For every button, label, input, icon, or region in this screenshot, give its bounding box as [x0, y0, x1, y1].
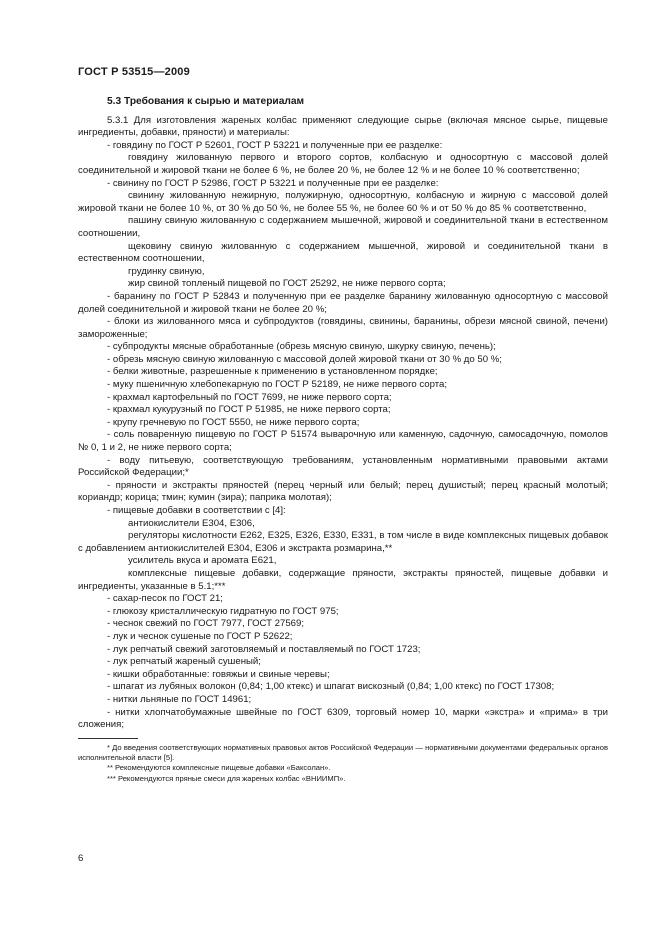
- paragraph: грудинку свиную,: [128, 265, 205, 277]
- paragraph: щековину свиную жилованную с содержанием мышечной, жировой и соединительной ткани в естественном соотношении,: [78, 240, 608, 265]
- paragraph: - баранину по ГОСТ Р 52843 и полученную при ее разделке баранину жилованную односортную с массовой долей соединительной и жировой ткани не более 20 %;: [78, 290, 608, 315]
- paragraph: - нитки льняные по ГОСТ 14961;: [107, 693, 252, 705]
- footnote-divider: [78, 738, 138, 739]
- paragraph: - сахар-песок по ГОСТ 21;: [107, 593, 223, 605]
- paragraph: - говядину по ГОСТ Р 52601, ГОСТ Р 53221 и полученные при ее разделке:: [107, 139, 443, 151]
- paragraph: - лук репчатый жареный сушеный;: [107, 656, 261, 668]
- paragraph: - лук репчатый свежий заготовляемый и поставляемый по ГОСТ 1723;: [107, 643, 421, 655]
- paragraph: - свинину по ГОСТ Р 52986, ГОСТ Р 53221 и полученные при ее разделке:: [107, 177, 439, 189]
- document-header: ГОСТ Р 53515—2009: [78, 66, 190, 78]
- paragraph: - воду питьевую, соответствующую требованиям, установленным нормативными правовыми актами Российской Федерации;*: [78, 454, 608, 479]
- paragraph: комплексные пищевые добавки, содержащие пряности, экстракты пряностей, пищевые добавки и ингредиенты, указанные в 5.1;***: [78, 567, 608, 592]
- paragraph: - крахмал картофельный по ГОСТ 7699, не ниже первого сорта;: [107, 391, 392, 403]
- section-title: 5.3 Требования к сырью и материалам: [107, 96, 305, 107]
- paragraph: - глюкозу кристаллическую гидратную по ГОСТ 975;: [107, 605, 339, 617]
- paragraph: - чеснок свежий по ГОСТ 7977, ГОСТ 27569;: [107, 618, 305, 630]
- footnote: * До введения соответствующих нормативных правовых актов Российской Федерации — нормативными документами федеральных органов исполнительной власти [5].: [78, 742, 608, 762]
- paragraph: - белки животные, разрешенные к применению в установленном порядке;: [107, 366, 438, 378]
- paragraph: пашину свиную жилованную с содержанием мышечной, жировой и соединительной ткани в естественном соотношении,: [78, 215, 608, 239]
- paragraph: - пряности и экстракты пряностей (перец черный или белый; перец душистый; перец красный молотый; кориандр; корица; тмин; кумин (зира); паприка молотая);: [78, 479, 608, 504]
- paragraph: - блоки из жилованного мяса и субпродуктов (говядины, свинины, баранины, обрези мясной свиной, печени) замороженные;: [78, 316, 608, 340]
- paragraph: - муку пшеничную хлебопекарную по ГОСТ Р 52189, не ниже первого сорта;: [107, 379, 448, 391]
- paragraph: 5.3.1 Для изготовления жареных колбас применяют следующие сырье (включая мясное сырье, пищевые ингредиенты, добавки, пряности) и материалы:: [78, 114, 608, 139]
- document-body: [78, 96, 608, 784]
- paragraph: антиокислители Е304, Е306,: [128, 517, 255, 529]
- page-number: 6: [78, 853, 84, 864]
- paragraph: - крупу гречневую по ГОСТ 5550, не ниже первого сорта;: [107, 416, 360, 428]
- paragraph: - шпагат из лубяных волокон (0,84; 1,00 ктекс) и шпагат вискозный (0,84; 1,00 ктекс) по ГОСТ 17308;: [107, 681, 555, 693]
- footnote-list: [78, 743, 608, 784]
- paragraph: - нитки хлопчатобумажные швейные по ГОСТ 6309, торговый номер 10, марки «экстра» и «прима» в три сложения;: [78, 706, 608, 731]
- paragraph: регуляторы кислотности Е262, Е325, Е326, Е330, Е331, в том числе в виде комплексных пищевых добавок с добавлением антиокислителей Е304, Е306 и экстракта розмарина,**: [78, 530, 608, 554]
- paragraph: свинину жилованную нежирную, полужирную, односортную, колбасную и жирную с массовой долей жировой ткани не более 10 %, от 30 % до 50 %, не более 55 %, не более 60 % и от 50 % до 85 % соответственно,: [78, 190, 608, 214]
- paragraph: жир свиной топленый пищевой по ГОСТ 25292, не ниже первого сорта;: [128, 278, 446, 290]
- paragraph: - соль поваренную пищевую по ГОСТ Р 51574 выварочную или каменную, садочную, самосадочную, помолов № 0, 1 и 2, не ниже первого сорта;: [78, 429, 608, 454]
- paragraph: говядину жилованную первого и второго сортов, колбасную и односортную с массовой долей соединительной и жировой ткани не более 6 %, не более 20 %, не более 12 % и не более 10 % соответственно;: [78, 152, 608, 176]
- paragraph: - субпродукты мясные обработанные (обрезь мясную свиную, шкурку свиную, печень);: [107, 341, 496, 353]
- paragraph: - кишки обработанные: говяжьи и свиные черевы;: [107, 668, 330, 680]
- paragraph-list: [78, 115, 608, 732]
- footnote: ** Рекомендуются комплексные пищевые добавки «Баксолан».: [107, 763, 331, 773]
- paragraph: усилитель вкуса и аромата Е621,: [128, 555, 277, 567]
- paragraph: - лук и чеснок сушеные по ГОСТ Р 52622;: [107, 630, 293, 642]
- paragraph: - крахмал кукурузный по ГОСТ Р 51985, не ниже первого сорта;: [107, 404, 391, 416]
- footnote: *** Рекомендуются пряные смеси для жареных колбас «ВНИИМП».: [107, 773, 346, 783]
- paragraph: - обрезь мясную свиную жилованную с массовой долей жировой ткани от 30 % до 50 %;: [107, 353, 502, 365]
- paragraph: - пищевые добавки в соответствии с [4]:: [107, 505, 286, 516]
